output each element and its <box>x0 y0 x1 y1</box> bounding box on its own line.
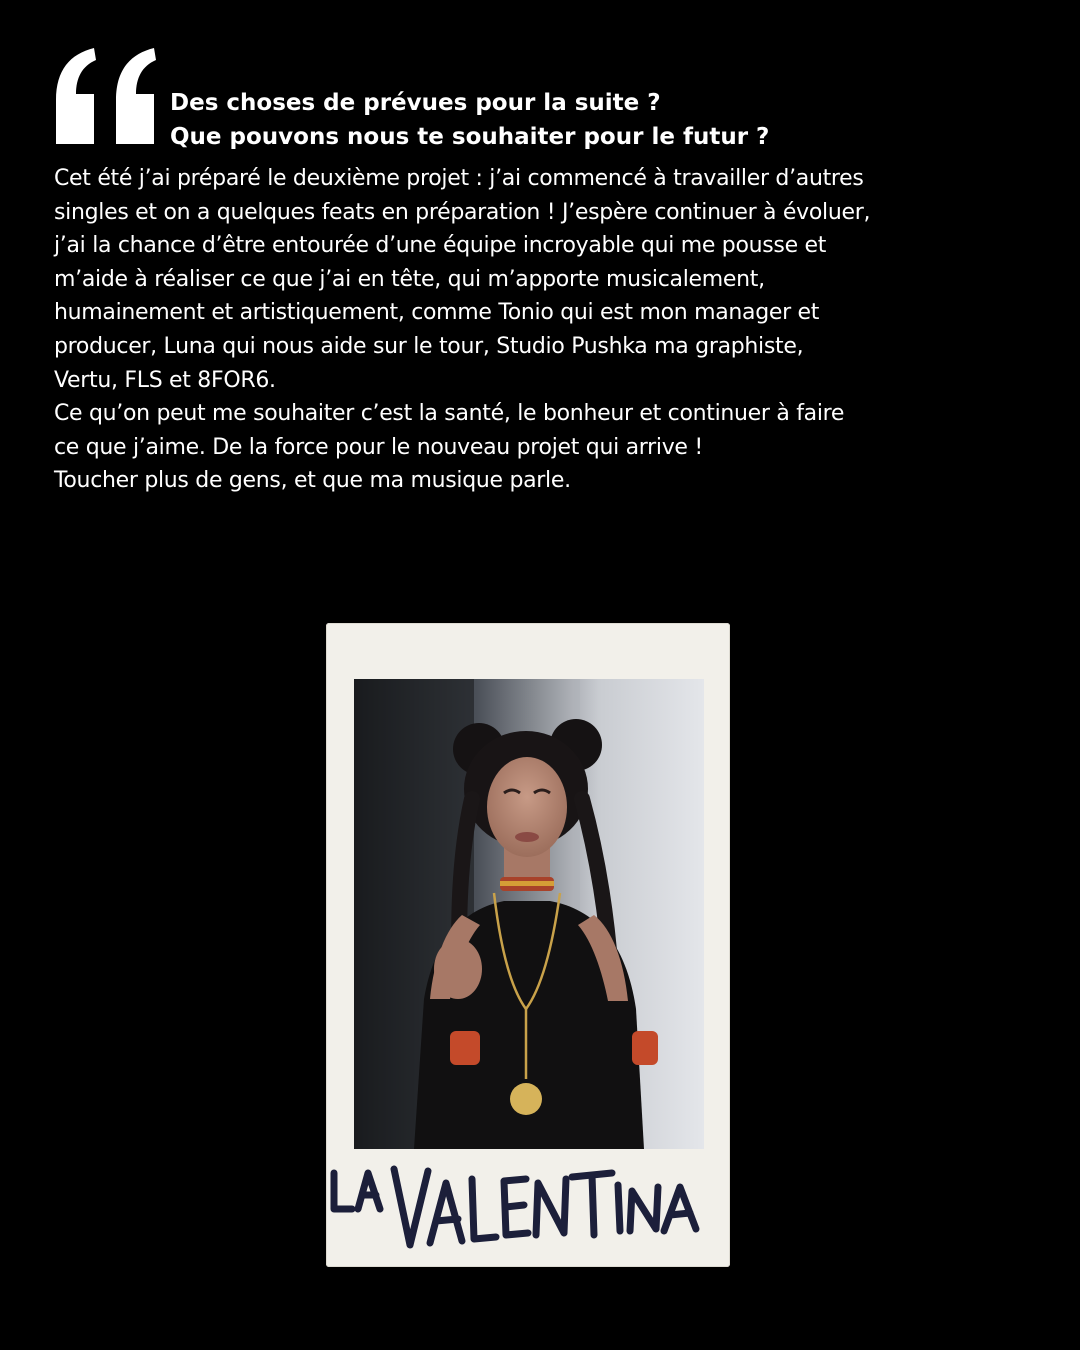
question-line: Que pouvons nous te souhaiter pour le futur ? <box>170 124 770 150</box>
interview-answer <box>54 162 1044 498</box>
answer-line: singles et on a quelques feats en préparation ! J’espère continuer à évoluer, <box>54 199 871 225</box>
answer-line: humainement et artistiquement, comme Tonio qui est mon manager et <box>54 300 820 326</box>
signature-la-valentina <box>326 1143 730 1267</box>
answer-line: ce que j’aime. De la force pour le nouveau projet qui arrive ! <box>54 434 703 460</box>
polaroid-frame <box>326 623 730 1267</box>
portrait-illustration <box>354 679 704 1149</box>
opening-quote-icon <box>48 40 164 150</box>
answer-line: Cet été j’ai préparé le deuxième projet : j’ai commencé à travailler d’autres <box>54 166 864 191</box>
answer-line: Toucher plus de gens, et que ma musique parle. <box>54 468 571 494</box>
question-line: Des choses de prévues pour la suite ? <box>170 90 661 116</box>
answer-line: j’ai la chance d’être entourée d’une équipe incroyable qui me pousse et <box>54 233 827 259</box>
portrait-photo <box>354 679 704 1149</box>
answer-line: Ce qu’on peut me souhaiter c’est la santé, le bonheur et continuer à faire <box>54 401 845 427</box>
answer-line: m’aide à réaliser ce que j’ai en tête, qui m’apporte musicalement, <box>54 266 765 292</box>
answer-line: Vertu, FLS et 8FOR6. <box>54 367 276 393</box>
answer-line: producer, Luna qui nous aide sur le tour, Studio Pushka ma graphiste, <box>54 333 804 359</box>
interview-question <box>170 86 1050 154</box>
